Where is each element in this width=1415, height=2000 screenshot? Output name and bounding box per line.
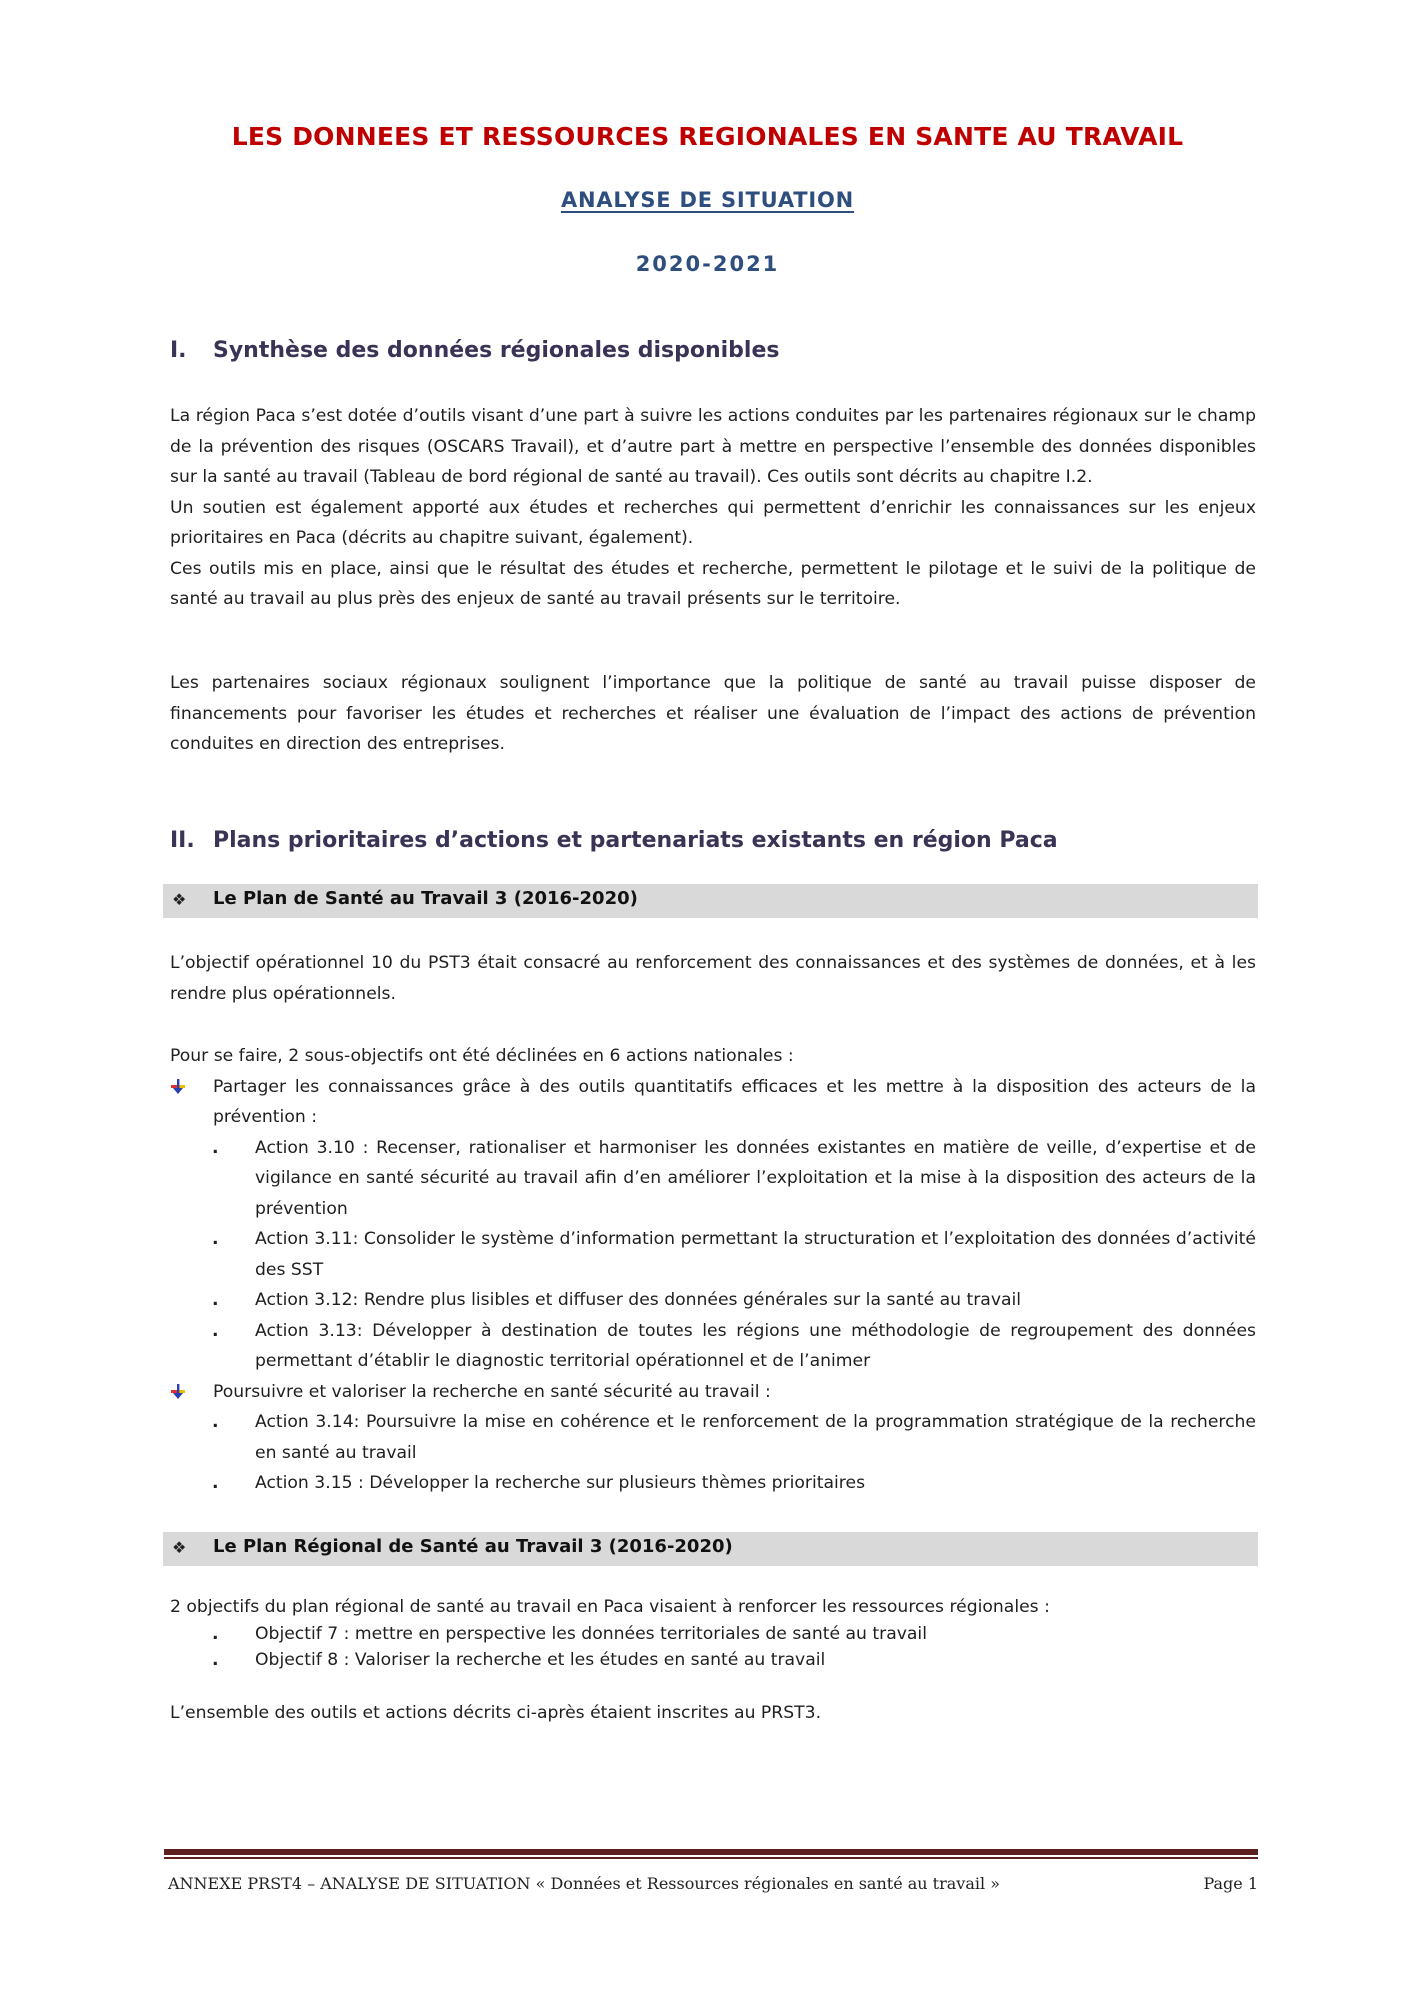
action-item [170,1285,1256,1316]
dot-bullet: . [212,1229,219,1249]
page-number: Page 1 [1203,1874,1258,1893]
section-1-title: Synthèse des données régionales disponibles [213,338,780,363]
pst3-list [170,1041,1256,1499]
sub-objective-label: Poursuivre et valoriser la recherche en santé sécurité au travail : [213,1381,771,1402]
sub-objective-label: Partager les connaissances grâce à des outils quantitatifs efficaces et les mettre à la disposition des acteurs de la prévention : [213,1076,1256,1127]
section-2-heading [170,828,1058,853]
action-text: Action 3.14: Poursuivre la mise en cohérence et le renforcement de la programmation stratégique de la recherche en santé au travail [255,1412,1256,1463]
pst3-intro [170,948,1256,1009]
action-item [170,1407,1256,1468]
prst3-closing [170,1698,1256,1729]
objective-item [170,1621,1256,1648]
sub-objective-item [170,1377,1256,1408]
diamond-four-dots-icon: ❖ [172,890,187,909]
pst3-bar-label: Le Plan de Santé au Travail 3 (2016-2020) [213,888,638,909]
footer-rule [164,1849,1258,1855]
dot-bullet: . [212,1473,219,1493]
document-years: 2020-2021 [635,252,780,276]
action-item [170,1468,1256,1499]
section-1-paragraph-1 [170,401,1256,615]
paragraph: La région Paca s’est dotée d’outils visant d’une part à suivre les actions conduites par les partenaires régionaux sur le champ de la prévention des risques (OSCARS Travail), et d’autre part à mettre en perspective l’ensemble des données disponibles sur la santé au travail (Tableau de bord régional de santé au travail). Ces outils sont décrits au chapitre I.2. [170,406,1256,487]
action-text: Action 3.15 : Développer la recherche sur plusieurs thèmes prioritaires [255,1473,866,1493]
action-item [170,1316,1256,1377]
dot-bullet: . [212,1650,219,1670]
footer-rule-thin [164,1857,1258,1859]
pst3-section-bar [163,884,1258,918]
footer-text: ANNEXE PRST4 – ANALYSE DE SITUATION « Données et Ressources régionales en santé au travail » [168,1874,1000,1893]
document-subtitle [0,188,1415,212]
paragraph: L’ensemble des outils et actions décrits ci-après étaient inscrites au PRST3. [170,1703,822,1723]
section-2-title: Plans prioritaires d’actions et partenariats existants en région Paca [213,828,1058,853]
prst3-bar-label: Le Plan Régional de Santé au Travail 3 (2016-2020) [213,1536,733,1557]
dot-bullet: . [212,1137,219,1158]
pst3-lead: Pour se faire, 2 sous-objectifs ont été déclinées en 6 actions nationales : [170,1046,794,1066]
prst3-section-bar [163,1532,1258,1566]
dot-bullet: . [212,1623,219,1644]
subtitle-text: ANALYSE DE SITUATION [560,188,855,212]
down-arrow-bullet-icon [170,1079,186,1095]
paragraph: L’objectif opérationnel 10 du PST3 était consacré au renforcement des connaissances et des systèmes de données, et à les rendre plus opérationnels. [170,953,1256,1004]
paragraph: Les partenaires sociaux régionaux soulignent l’importance que la politique de santé au travail puisse disposer de financements pour favoriser les études et recherches et réaliser une évaluation de l’impact des actions de prévention conduites en direction des entreprises. [170,673,1256,754]
action-text: Action 3.11: Consolider le système d’information permettant la structuration et l’exploitation des données d’activité des SST [255,1229,1256,1280]
action-text: Action 3.12: Rendre plus lisibles et diffuser des données générales sur la santé au travail [255,1290,1022,1310]
section-1-paragraph-2 [170,668,1256,760]
paragraph: Un soutien est également apporté aux études et recherches qui permettent d’enrichir les connaissances sur les enjeux prioritaires en Paca (décrits au chapitre suivant, également). [170,497,1256,548]
action-text: Action 3.10 : Recenser, rationaliser et harmoniser les données existantes en matière de veille, d’expertise et de vigilance en santé sécurité au travail afin d’en améliorer l’exploitation et la mise à la disposition des acteurs de la prévention [255,1137,1256,1219]
paragraph: Ces outils mis en place, ainsi que le résultat des études et recherche, permettent le pilotage et le suivi de la politique de santé au travail au plus près des enjeux de santé au travail présents sur le territoire. [170,558,1256,609]
section-2-number: II. [170,828,195,853]
diamond-four-dots-icon: ❖ [172,1538,187,1557]
objective-text: Objectif 8 : Valoriser la recherche et les études en santé au travail [255,1650,826,1670]
document-title: LES DONNEES ET RESSOURCES REGIONALES EN SANTE AU TRAVAIL [231,122,1184,151]
down-arrow-bullet-icon [170,1384,186,1400]
objective-text: Objectif 7 : mettre en perspective les données territoriales de santé au travail [255,1623,927,1644]
action-item [170,1133,1256,1225]
dot-bullet: . [212,1412,219,1432]
prst3-list [170,1594,1256,1674]
prst3-lead: 2 objectifs du plan régional de santé au travail en Paca visaient à renforcer les ressources régionales : [170,1597,1050,1617]
sub-objective-item [170,1072,1256,1133]
section-1-number: I. [170,338,187,363]
action-text: Action 3.13: Développer à destination de toutes les régions une méthodologie de regroupement des données permettant d’établir le diagnostic territorial opérationnel et de l’animer [255,1320,1256,1371]
dot-bullet: . [212,1320,219,1341]
section-1-heading [170,338,779,363]
action-item [170,1224,1256,1285]
objective-item [170,1647,1256,1674]
dot-bullet: . [212,1290,219,1310]
